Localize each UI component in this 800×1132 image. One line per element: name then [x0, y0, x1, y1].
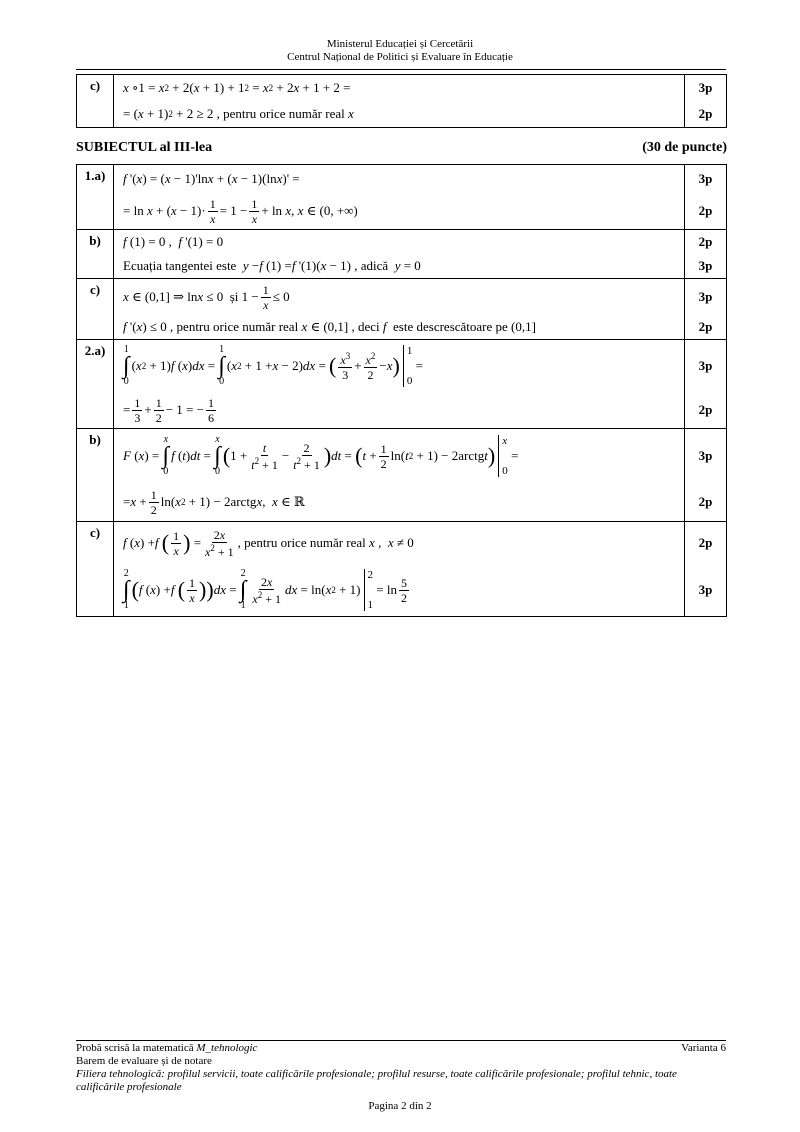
- item-row-1b: [77, 230, 727, 279]
- points-cell: 3p 2p: [685, 75, 727, 128]
- filiera-text: Filiera tehnologică: profilul servicii, toate calificările profesionale; profilul resurse, toate calificările profesionale; profilul tehnic, toate calificările profesionale: [76, 1068, 677, 1093]
- formula-line: = ( x + 1) 2 + 2 ≥ 2 , pentru orice număr real x: [123, 105, 354, 121]
- header-rule: [76, 69, 726, 70]
- item-body: f (1) = 0 , f '(1) = 0 Ecuația tangentei este y − f (1) = f '(1)( x − 1) , adică y = 0: [114, 230, 685, 279]
- item-label: c): [77, 279, 114, 340]
- footer-rule: [76, 1040, 726, 1041]
- page-footer: [76, 1042, 726, 1094]
- page-header: [0, 38, 800, 64]
- table-subject-3: [76, 164, 727, 617]
- item-body: f '( x ) = ( x − 1)'ln x + ( x − 1)(ln x )' = = ln x + ( x − 1)· $\frac{1}{x}$ = 1 − $\frac{1}{x}$ + ln x , x ∈ (0, +∞): [114, 165, 685, 230]
- points-cell: 3p 2p: [685, 165, 727, 230]
- item-label: b): [77, 429, 114, 522]
- page-number: Pagina 2 din 2: [368, 1100, 432, 1112]
- item-row-2b: [77, 429, 727, 522]
- item-row-1c: [77, 279, 727, 340]
- section-title: SUBIECTUL al III-lea: [76, 140, 213, 155]
- item-label: c): [77, 75, 114, 128]
- section-heading: [76, 140, 727, 156]
- item-label: b): [77, 230, 114, 279]
- item-label: c): [77, 522, 114, 617]
- points-cell: 3p 2p: [685, 279, 727, 340]
- item-body: x ∈ (0,1] ⇒ ln x ≤ 0 și 1 − $\frac{1}{x}$ ≤ 0 f '( x ) ≤ 0 , pentru orice număr real x ∈ (0,1] , deci f este descrescătoare pe (0,1]: [114, 279, 685, 340]
- item-row-2c: [77, 522, 727, 617]
- points-cell: 2p 3p: [685, 522, 727, 617]
- barem-title: Barem de evaluare și de notare: [76, 1055, 212, 1067]
- variant-number: Varianta 6: [681, 1042, 726, 1054]
- points-cell: 3p 2p: [685, 340, 727, 429]
- item-label: 1.a): [77, 165, 114, 230]
- exam-name: Probă scrisă la matematică M_tehnologic: [76, 1042, 258, 1054]
- section-points: (30 de puncte): [642, 140, 727, 155]
- item-body: 1 ∫ 0 ( x 2 + 1) f ( x ) dx = 1 ∫ 0 ( x 2 + 1 + x − 2) dx = ( $\frac{x^3}{3}$ + $\frac{x^2}{2}$ − x ) 1 0 = = $\frac{1}{3}$ + $\frac{1}{2}$ − 1 = − $\frac{1}{6}$: [114, 340, 685, 429]
- center-name: Centrul Național de Politici și Evaluare în Educație: [287, 51, 513, 63]
- item-body: [114, 75, 685, 128]
- item-label: 2.a): [77, 340, 114, 429]
- item-row-2a: [77, 340, 727, 429]
- points-cell: 3p 2p: [685, 429, 727, 522]
- item-row-1a: [77, 165, 727, 230]
- item-body: F ( x ) = x ∫ 0 f ( t ) dt = x ∫ 0 ( 1 + $\frac{t}{t^2 + 1}$ − $\frac{2}{t^2 + 1}$ ) dt = ( t + $\frac{1}{2}$ ln( t 2 + 1) − 2arctg t ) x 0 = = x + $\frac{1}{2}$ ln( x 2 + 1) − 2arctg x , x ∈ ℝ: [114, 429, 685, 522]
- points-cell: 2p 3p: [685, 230, 727, 279]
- table-part-c-prev: [76, 74, 727, 128]
- ministry-name: Ministerul Educației și Cercetării: [326, 38, 474, 50]
- item-body: f ( x ) + f ( $\frac{1}{x}$ ) = $\frac{2x}{x^2 + 1}$ , pentru orice număr real x , x ≠ 0 2 ∫ 1 ( f ( x ) + f ( $\frac{1}{x}$ ) ) dx = 2 ∫ 1 $\frac{2x}{x^2 + 1}$ dx = ln( x 2 + 1) 2 1 = ln $\frac{5}{2}$: [114, 522, 685, 617]
- formula-line: x ∘1 = x 2 + 2( x + 1) + 1 2 = x 2 + 2 x + 1 + 2 =: [123, 79, 351, 95]
